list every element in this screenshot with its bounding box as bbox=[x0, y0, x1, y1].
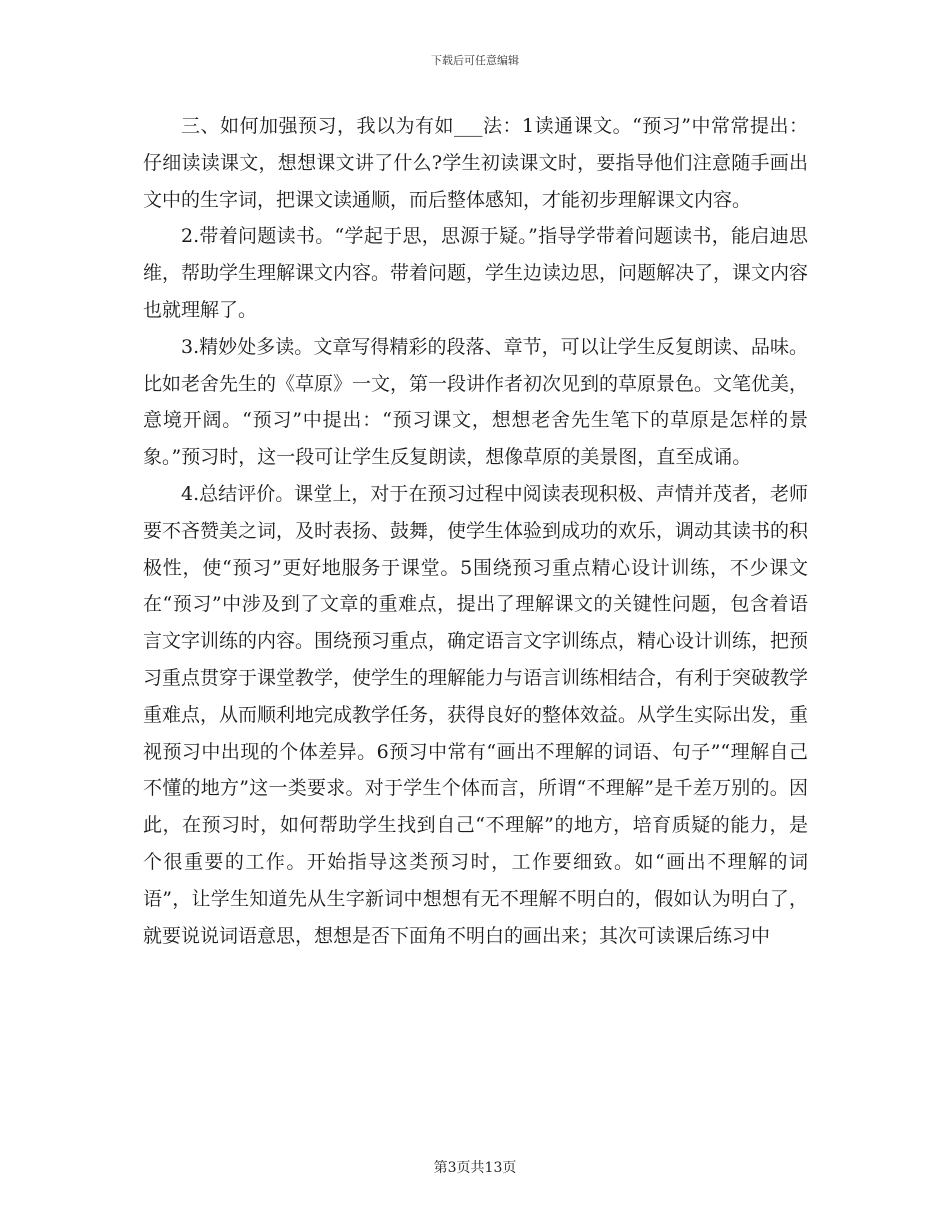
paragraph-preview-methods: 三、如何加强预习，我以为有如___法：1读通课文。“预习”中常常提出：仔细读读课文，想想课文讲了什么?学生初读课文时，要指导他们注意随手画出文中的生字词，把课文读通顺，而后整体感知，才能初步理解课文内容。 bbox=[143, 115, 808, 211]
paragraph-summary-evaluation: 4.总结评价。课堂上，对于在预习过程中阅读表现积极、声情并茂者，老师要不吝赞美之词，及时表扬、鼓舞，使学生体验到成功的欢乐，调动其读书的积极性，使“预习”更好地服务于课堂。5围绕预习重点精心设计训练，不少课文在“预习”中涉及到了文章的重难点，提出了理解课文的关键性问题，包含着语言文字训练的内容。围绕预习重点，确定语言文字训练点，精心设计训练，把预习重点贯穿于课堂教学，使学生的理解能力与语言训练相结合，有利于突破教学重难点，从而顺利地完成教学任务，获得良好的整体效益。从学生实际出发，重视预习中出现的个体差异。6预习中常有“画出不理解的词语、句子”“理解自己不懂的地方”这一类要求。对于学生个体而言，所谓“不理解”是千差万别的。因此，在预习时，如何帮助学生找到自己“不理解”的地方，培育质疑的能力，是个很重要的工作。开始指导这类预习时，工作要细致。如“画出不理解的词语”，让学生知道先从生字新词中想想有无不理解不明白的，假如认为明白了，就要说说词语意思，想想是否下面角不明白的画出来；其次可读课后练习中 bbox=[143, 482, 809, 947]
paragraph-reading-with-questions: 2.带着问题读书。“学起于思，思源于疑。”指导学带着问题读书，能启迪思维，帮助学生理解课文内容。带着问题，学生边读边思，问题解决了，课文内容也就理解了。 bbox=[143, 225, 809, 321]
paragraph-reading-highlights: 3.精妙处多读。文章写得精彩的段落、章节，可以让学生反复朗读、品味。比如老舍先生的《草原》一文，第一段讲作者初次见到的草原景色。文笔优美，意境开阔。“预习”中提出：“预习课文，想想老舍先生笔下的草原是怎样的景象。”预习时，这一段可让学生反复朗读，想像草原的美景图，直至成诵。 bbox=[143, 335, 809, 469]
document-body bbox=[143, 108, 808, 954]
page-header-note: 下载后可任意编辑 bbox=[431, 54, 519, 67]
page-number: 第3页共13页 bbox=[433, 1160, 517, 1176]
